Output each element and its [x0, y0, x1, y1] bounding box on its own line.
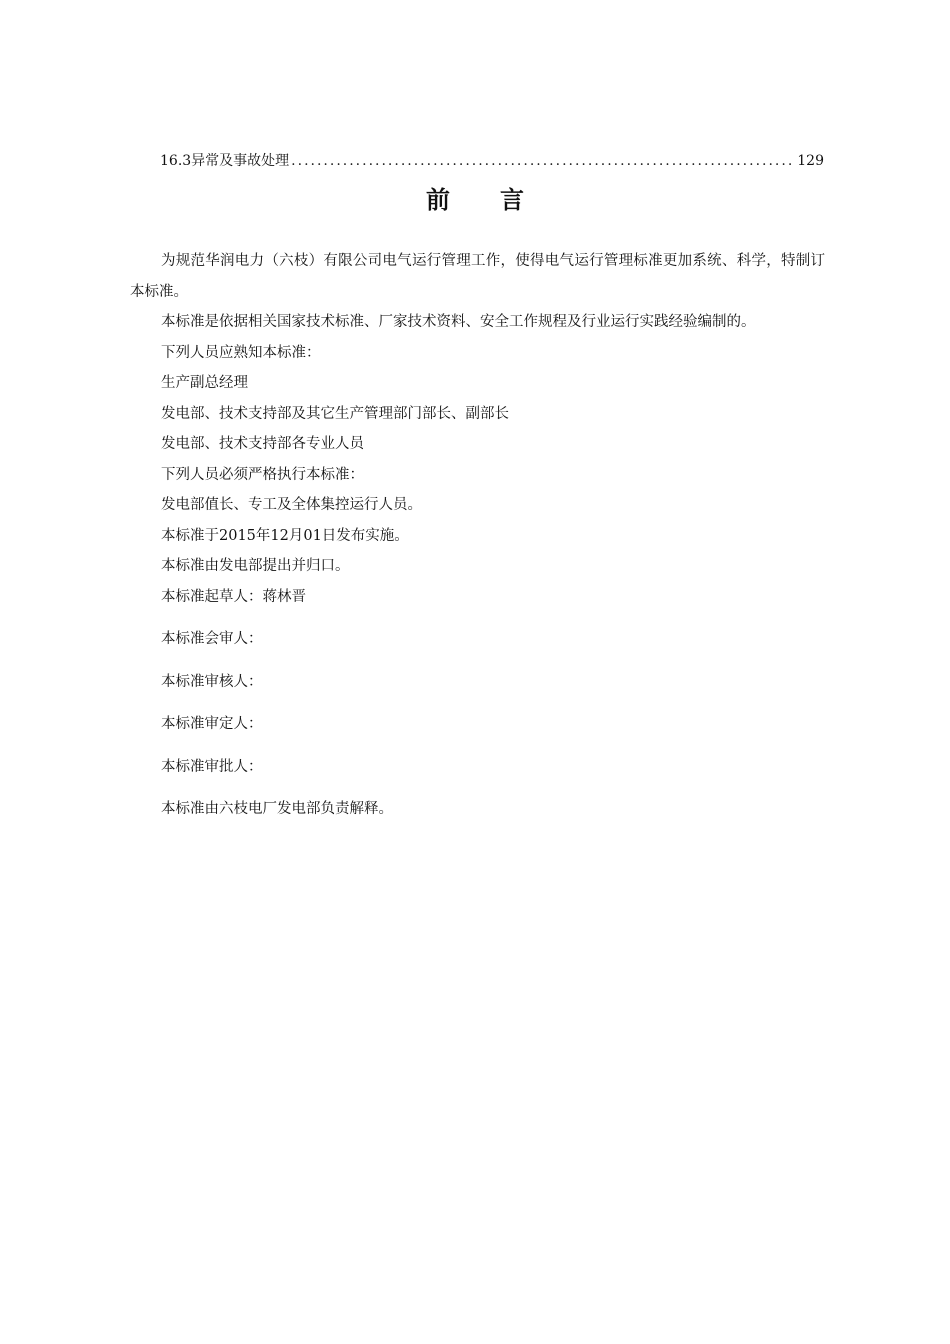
preface-paragraph-basis: 本标准是依据相关国家技术标准、厂家技术资料、安全工作规程及行业运行实践经验编制的。	[161, 314, 756, 330]
preface-paragraph-interpretation: 本标准由六枝电厂发电部负责解释。	[161, 801, 393, 817]
preface-paragraph-must-execute: 下列人员必须严格执行本标准：	[161, 466, 364, 483]
preface-paragraph-should-know: 下列人员应熟知本标准：	[161, 344, 321, 361]
preface-paragraph-approver-final: 本标准审定人：	[161, 716, 263, 732]
preface-paragraph-effective-date: 本标准于2015年12月01日发布实施。	[161, 527, 409, 544]
preface-item-deputy-gm: 生产副总经理	[161, 375, 248, 391]
section-title: 前言	[426, 186, 574, 214]
preface-paragraph-proposer: 本标准由发电部提出并归口。	[161, 558, 350, 574]
preface-item-department-heads: 发电部、技术支持部及其它生产管理部门部长、副部长	[161, 405, 509, 422]
preface-item-specialists: 发电部、技术支持部各专业人员	[161, 436, 364, 452]
preface-paragraph-joint-reviewer: 本标准会审人：	[161, 631, 263, 647]
preface-paragraph-reviewer: 本标准审核人：	[161, 673, 263, 690]
toc-page-number: 129	[797, 153, 824, 169]
toc-entry-text: 16.3异常及事故处理	[160, 153, 290, 169]
toc-entry[interactable]	[160, 151, 824, 171]
preface-item-operators: 发电部值长、专工及全体集控运行人员。	[161, 497, 422, 513]
preface-paragraph-purpose: 为规范华润电力（六枝）有限公司电气运行管理工作，使得电气运行管理标准更加系统、科学，特制订本标准。	[130, 253, 825, 300]
preface-paragraph-drafter: 本标准起草人：蒋林晋	[161, 588, 306, 605]
preface-paragraph-approver: 本标准审批人：	[161, 758, 263, 775]
toc-leader-dots	[291, 151, 795, 171]
preface-body	[130, 246, 825, 825]
